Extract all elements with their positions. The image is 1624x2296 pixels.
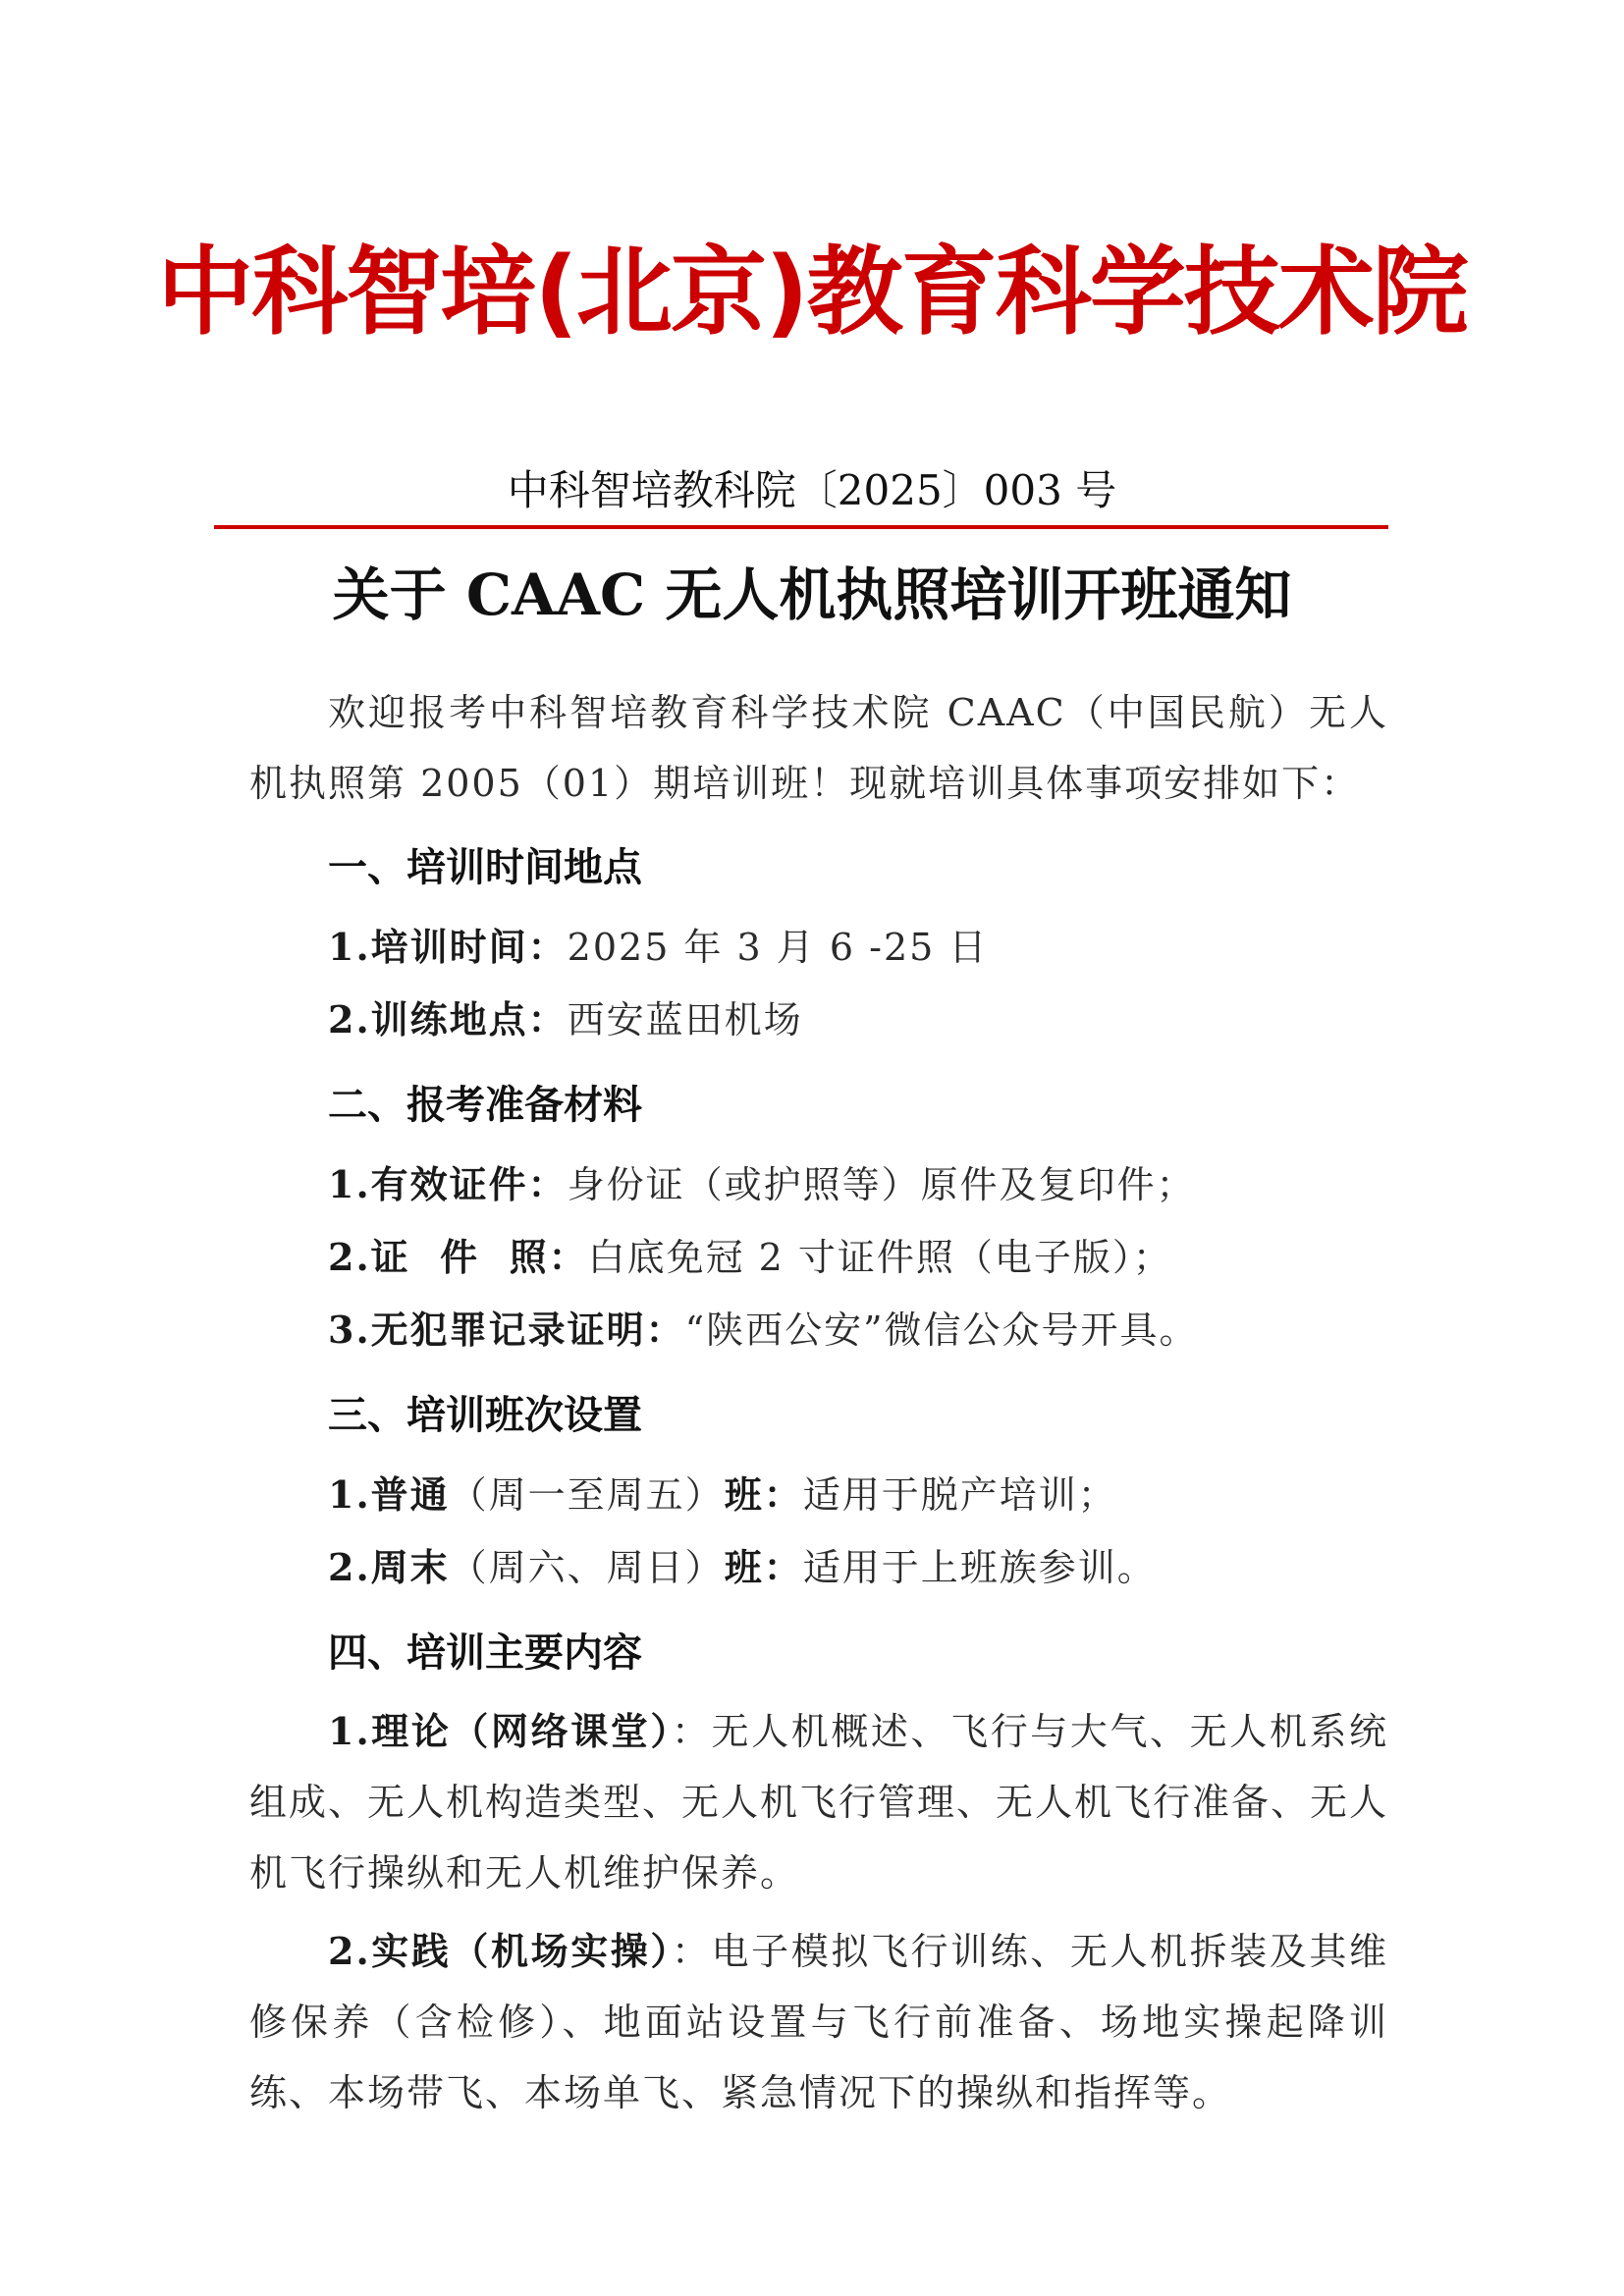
section-heading-materials: 二、报考准备材料 [328, 1083, 642, 1128]
item-label-suffix: 班： [724, 1472, 803, 1517]
item-text: 西安蓝田机场 [567, 998, 803, 1041]
red-divider-line [214, 525, 1388, 529]
item-label: 1.普通 [328, 1472, 450, 1517]
section-heading-content: 四、培训主要内容 [328, 1630, 642, 1676]
institute-title: 中科智培(北京)教育科学技术院 [157, 237, 1467, 348]
list-item [249, 911, 1388, 984]
item-schedule: （周六、周日） [449, 1546, 725, 1589]
section-heading-time-location: 一、培训时间地点 [328, 845, 642, 890]
item-label: 1.培训时间： [328, 925, 568, 969]
list-item [249, 1294, 1388, 1366]
notice-title: 关于 CAAC 无人机执照培训开班通知 [332, 561, 1292, 628]
intro-paragraph: 欢迎报考中科智培教育科学技术院 CAAC（中国民航）无人机执照第 2005（01）期培训班！现就培训具体事项安排如下： [249, 691, 1388, 805]
item-label: 3.无犯罪记录证明： [328, 1308, 685, 1352]
list-item [249, 1696, 1388, 1908]
item-text: 白底免冠 2 寸证件照（电子版）； [587, 1236, 1172, 1279]
item-label-suffix: 班： [724, 1545, 803, 1589]
item-label: 2.证 件 照： [328, 1235, 588, 1279]
item-text: ：电子模拟飞行训练、无人机拆装及其维修保养（含检修）、地面站设置与飞行前准备、场地实操起降训练、本场带飞、本场单飞、紧急情况下的操纵和指挥等。 [249, 1930, 1388, 2114]
item-label: 1.有效证件： [328, 1162, 568, 1206]
item-text: 适用于脱产培训； [802, 1473, 1117, 1517]
item-label: 2.训练地点： [328, 997, 568, 1041]
list-item [249, 1148, 1388, 1221]
document-number: 中科智培教科院〔2025〕003 号 [507, 466, 1117, 514]
list-item [249, 1221, 1388, 1294]
item-text: “陕西公安”微信公众号开具。 [684, 1308, 1199, 1352]
item-text: 身份证（或护照等）原件及复印件； [567, 1163, 1196, 1206]
item-schedule: （周一至周五） [449, 1473, 725, 1517]
item-label: 2.周末 [328, 1545, 450, 1589]
item-text: 2025 年 3 月 6 -25 日 [567, 926, 989, 969]
list-item [249, 1459, 1388, 1531]
section-heading-class-types: 三、培训班次设置 [328, 1393, 642, 1438]
item-label: 1.理论（网络课堂） [328, 1709, 672, 1753]
item-label: 2.实践（机场实操） [328, 1929, 672, 1973]
list-item [249, 1916, 1388, 2128]
item-text: ：无人机概述、飞行与大气、无人机系统组成、无人机构造类型、无人机飞行管理、无人机飞行准备、无人机飞行操纵和无人机维护保养。 [249, 1710, 1389, 1895]
list-item [249, 984, 1388, 1056]
item-text: 适用于上班族参训。 [802, 1546, 1157, 1589]
notice-body [249, 677, 1388, 2128]
list-item [249, 1531, 1388, 1604]
